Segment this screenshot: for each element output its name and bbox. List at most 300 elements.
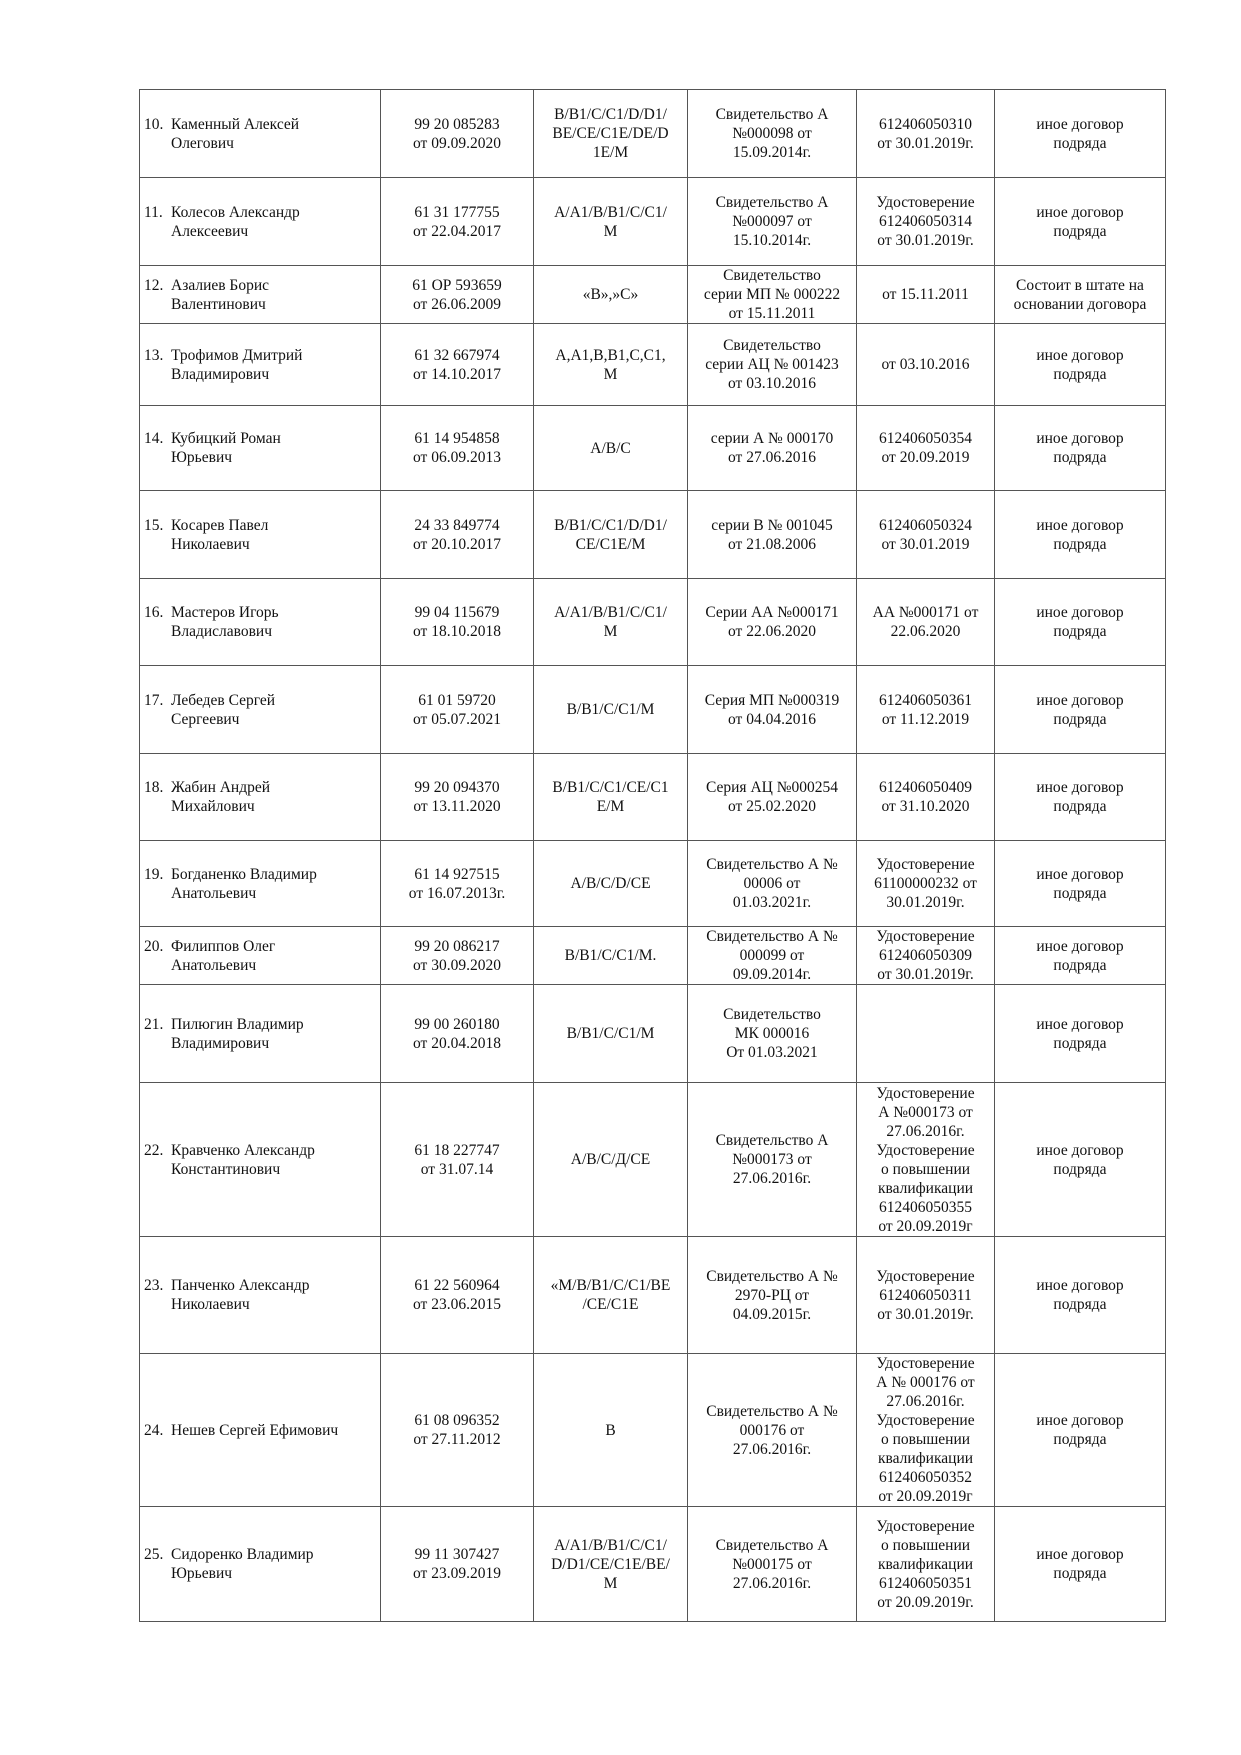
cell-line: Удостоверение [876,1141,975,1159]
qualification-document-cell [857,985,995,1083]
cell-line: иное договор [1036,937,1124,955]
cell-line: подряда [1053,1160,1107,1178]
cell-line: 612406050352 [879,1469,972,1486]
cell-line: иное договор [1036,779,1124,796]
cell-line: 04.09.2015г. [732,1305,812,1323]
cell-line: А № 000176 от [876,1374,975,1391]
qualification-document-cell [857,754,995,841]
cell-line: от 20.10.2017 [413,535,501,553]
passport-cell [381,1507,534,1622]
certificate-cell [688,754,857,841]
cell-line: основании договора [1013,295,1147,313]
row-number: 14. [144,430,164,447]
cell-line: от 22.06.2020 [728,623,816,640]
license-categories-cell [534,491,688,579]
cell-line: Колесов Александр [171,203,300,221]
cell-line: Свидетельство А [715,194,829,211]
employment-basis-cell [995,666,1166,754]
driver-full-name [171,516,376,554]
license-categories-cell [534,266,688,324]
cell-line: от 20.09.2019г [878,1217,973,1235]
cell-line: подряда [1053,449,1107,466]
cell-line: 612406050310 [879,115,972,133]
cell-line: от 27.11.2012 [413,1431,501,1448]
certificate-cell [688,266,857,324]
cell-line: иное договор [1036,1015,1124,1033]
cell-line: 61 ОР 593659 [412,276,502,294]
row-number: 11. [144,203,163,221]
cell-line: CE/C1E/M [575,535,646,553]
driver-name-cell [140,754,381,841]
cell-line: A/B/C [590,439,631,457]
cell-line: Свидетельство [723,267,821,284]
cell-line: от 20.09.2019г [878,1488,973,1505]
employment-basis-cell [995,927,1166,985]
driver-name-cell [140,1354,381,1507]
driver-full-name [171,603,376,641]
cell-line: иное договор [1036,1277,1124,1294]
cell-line: 61 14 927515 [414,865,500,883]
cell-line: B/B1/C/C1/D/D1/ [554,106,667,123]
cell-line: от 22.04.2017 [413,222,501,240]
cell-line: подряда [1053,956,1107,974]
license-categories-cell [534,1354,688,1507]
cell-line: 612406050351 [879,1574,972,1592]
passport-cell [381,1083,534,1237]
certificate-cell [688,1354,857,1507]
driver-name-cell [140,927,381,985]
table-row [140,754,1166,841]
cell-line: от 04.04.2016 [728,710,816,728]
qualification-document-cell [857,1354,995,1507]
passport-cell [381,841,534,927]
cell-line: подряда [1053,535,1107,553]
cell-line: иное договор [1036,865,1124,883]
cell-line: иное договор [1036,115,1124,133]
cell-line: Удостоверение [876,1084,975,1102]
cell-line: 27.06.2016г. [732,1170,812,1187]
cell-line: серии АЦ № 001423 [705,356,839,373]
qualification-document-cell [857,266,995,324]
passport-cell [381,985,534,1083]
cell-line: Свидетельство А [715,106,829,123]
cell-line: Константинович [171,1160,281,1178]
qualification-document-cell [857,927,995,985]
employment-basis-cell [995,841,1166,927]
cell-line: 61 31 177755 [414,203,500,221]
certificate-cell [688,1237,857,1354]
cell-line: Валентинович [171,295,266,313]
passport-cell [381,90,534,178]
cell-line: квалификации [877,1555,974,1573]
cell-line: 00006 от [743,875,801,892]
employment-basis-cell [995,754,1166,841]
passport-cell [381,579,534,666]
cell-line: Серии АА №000171 [705,604,839,621]
cell-line: от 03.10.2016 [881,356,970,373]
driver-full-name [171,1421,376,1440]
table-row [140,491,1166,579]
cell-line: 61 01 59720 [418,691,496,709]
cell-line: серии А № 000170 [710,430,834,447]
cell-line: иное договор [1036,1546,1124,1563]
cell-line: 000099 от [739,947,805,964]
cell-line: подряда [1053,623,1107,640]
cell-line: Владимирович [171,1034,270,1052]
cell-line: 09.09.2014г. [732,966,812,983]
certificate-cell [688,666,857,754]
cell-line: 612406050324 [879,516,972,534]
cell-line: 27.06.2016г. [886,1393,965,1410]
cell-line: подряда [1053,1431,1107,1448]
cell-line: Николаевич [171,535,250,553]
cell-line: АА №000171 от [872,604,979,621]
cell-line: 27.06.2016г. [886,1122,965,1140]
license-categories-cell [534,666,688,754]
certificate-cell [688,927,857,985]
cell-line: 01.03.2021г. [732,894,812,911]
cell-line: Свидетельство А [715,1132,829,1149]
cell-line: иное договор [1036,430,1124,447]
cell-line: Михайлович [171,798,255,815]
driver-name-cell [140,985,381,1083]
passport-cell [381,1354,534,1507]
cell-line: от 20.09.2019 [881,449,970,466]
cell-line: M [603,1574,618,1592]
row-number: 19. [144,865,164,883]
certificate-cell [688,406,857,491]
cell-line: B/B1/C/C1/M. [564,947,657,964]
driver-name-cell [140,841,381,927]
certificate-cell [688,1507,857,1622]
cell-line: Свидетельство А № [706,1402,838,1420]
driver-full-name [171,1015,376,1053]
license-categories-cell [534,324,688,406]
cell-line: B/B1/C/C1/CE/C1 [552,779,669,796]
qualification-document-cell [857,324,995,406]
employment-basis-cell [995,1354,1166,1507]
cell-line: Богданенко Владимир [171,865,317,883]
cell-line: Владимирович [171,365,270,383]
row-number: 23. [144,1277,164,1294]
certificate-cell [688,324,857,406]
cell-line: Алексеевич [171,222,249,240]
cell-line: A/B/C/D/CE [570,875,651,892]
cell-line: Серия МП №000319 [704,691,840,709]
cell-line: D/D1/CE/C1E/BE/ [551,1555,670,1573]
cell-line: Олегович [171,134,234,152]
table-row [140,985,1166,1083]
cell-line: Сидоренко Владимир [171,1546,314,1563]
cell-line: Анатольевич [171,956,257,974]
license-categories-cell [534,927,688,985]
cell-line: подряда [1053,222,1107,240]
cell-line: Удостоверение [876,1355,975,1372]
cell-line: 2970-РЦ от [734,1286,810,1304]
cell-line: от 09.09.2020 [413,134,501,152]
cell-line: от 18.10.2018 [413,623,501,640]
certificate-cell [688,90,857,178]
cell-line: 612406050311 [879,1286,972,1304]
table-row [140,1083,1166,1237]
driver-full-name [171,276,376,314]
qualification-document-cell [857,178,995,266]
cell-line: B/B1/C/C1/M [566,1025,655,1042]
cell-line: Кравченко Александр [171,1141,315,1159]
qualification-document-cell [857,406,995,491]
cell-line: иное договор [1036,346,1124,364]
cell-line: 27.06.2016г. [732,1440,812,1458]
row-number: 12. [144,276,164,294]
cell-line: 99 20 086217 [414,937,500,955]
cell-line: подряда [1053,798,1107,815]
cell-line: от 30.01.2019г. [877,966,974,983]
cell-line: от 11.12.2019 [881,710,970,728]
cell-line: от 21.08.2006 [728,535,816,553]
table-row [140,406,1166,491]
employment-basis-cell [995,324,1166,406]
table-row [140,90,1166,178]
cell-line: E/M [596,798,625,815]
cell-line: Панченко Александр [171,1277,310,1294]
cell-line: о повышении [880,1160,971,1178]
cell-line: от 20.04.2018 [413,1034,501,1052]
cell-line: Трофимов Дмитрий [171,346,303,364]
cell-line: 612406050361 [879,691,972,709]
cell-line: Сергеевич [171,710,240,728]
cell-line: от 30.01.2019г. [877,134,974,152]
certificate-cell [688,985,857,1083]
table-row [140,178,1166,266]
cell-line: от 16.07.2013г. [408,884,506,902]
cell-line: 27.06.2016г. [732,1574,812,1592]
cell-line: от 06.09.2013 [413,449,501,466]
cell-line: от 30.01.2019г. [877,1305,974,1323]
employment-basis-cell [995,406,1166,491]
cell-line: №000173 от [732,1151,812,1168]
cell-line: от 31.07.14 [420,1160,494,1178]
cell-line: /CE/C1E [582,1296,639,1313]
cell-line: иное договор [1036,1412,1124,1429]
employment-basis-cell [995,178,1166,266]
cell-line: Свидетельство А [715,1536,829,1554]
passport-cell [381,754,534,841]
cell-line: 61 08 096352 [414,1412,500,1429]
cell-line: Мастеров Игорь [171,604,279,621]
cell-line: иное договор [1036,604,1124,621]
cell-line: 1E/M [592,144,629,161]
qualification-document-cell [857,1237,995,1354]
cell-line: Свидетельство А № [706,928,838,945]
cell-line: от 15.11.2011 [728,305,816,322]
driver-name-cell [140,1083,381,1237]
row-number: 22. [144,1141,164,1159]
row-number: 10. [144,115,164,133]
cell-line: A/A1/B/B1/C/C1/ [554,203,667,221]
table-row [140,1354,1166,1507]
cell-line: 99 00 260180 [414,1015,500,1033]
driver-name-cell [140,579,381,666]
cell-line: иное договор [1036,516,1124,534]
employment-basis-cell [995,90,1166,178]
cell-line: Юрьевич [171,449,233,466]
table-row [140,1507,1166,1622]
cell-line: о повышении [880,1536,971,1554]
cell-line: Владиславович [171,623,272,640]
cell-line: B [605,1421,616,1439]
cell-line: подряда [1053,710,1107,728]
driver-full-name [171,1276,376,1314]
row-number: 21. [144,1015,164,1033]
cell-line: 30.01.2019г. [886,894,965,911]
cell-line: Азалиев Борис [171,276,270,294]
row-number: 13. [144,346,164,364]
cell-line: серии В № 001045 [711,516,833,534]
cell-line: 99 04 115679 [414,604,500,621]
cell-line: Лебедев Сергей [171,691,276,709]
cell-line: 612406050355 [879,1198,972,1216]
drivers-table [139,89,1166,1622]
qualification-document-cell [857,491,995,579]
cell-line: BE/CE/C1E/DE/D [552,125,669,142]
passport-cell [381,178,534,266]
table-row [140,266,1166,324]
passport-cell [381,666,534,754]
cell-line: 612406050314 [879,213,972,230]
qualification-document-cell [857,841,995,927]
cell-line: подряда [1053,365,1107,383]
cell-line: подряда [1053,134,1107,152]
cell-line: Свидетельство [723,337,821,354]
cell-line: подряда [1053,1296,1107,1313]
row-number: 24. [144,1421,164,1439]
certificate-cell [688,1083,857,1237]
cell-line: от 30.01.2019г. [877,232,974,249]
passport-cell [381,927,534,985]
cell-line: Удостоверение [876,856,975,873]
cell-line: от 30.01.2019 [881,535,970,553]
license-categories-cell [534,754,688,841]
cell-line: от 27.06.2016 [728,449,816,466]
cell-line: «M/B/B1/C/C1/BE [550,1277,671,1294]
passport-cell [381,1237,534,1354]
cell-line: от 13.11.2020 [413,798,501,815]
cell-line: Серия АЦ №000254 [705,779,838,796]
cell-line: Удостоверение [876,928,975,945]
driver-name-cell [140,666,381,754]
cell-line: М [603,365,618,383]
cell-line: A/A1/B/B1/C/C1/ [554,604,667,621]
cell-line: серии МП № 000222 [703,286,841,303]
cell-line: 612406050354 [879,430,972,447]
cell-line: о повышении [880,1431,971,1448]
cell-line: A/A1/B/B1/C/C1/ [554,1536,667,1554]
certificate-cell [688,579,857,666]
cell-line: №000098 от [732,125,812,142]
cell-line: подряда [1053,884,1107,902]
passport-cell [381,491,534,579]
driver-full-name [171,937,376,975]
license-categories-cell [534,1237,688,1354]
passport-cell [381,266,534,324]
driver-name-cell [140,1237,381,1354]
cell-line: иное договор [1036,1141,1124,1159]
cell-line: от 23.06.2015 [413,1296,501,1313]
driver-full-name [171,115,376,153]
cell-line: Удостоверение [876,1267,975,1285]
passport-cell [381,406,534,491]
row-number: 18. [144,779,164,796]
cell-line: от 25.02.2020 [728,798,816,815]
cell-line: 15.10.2014г. [732,232,812,249]
qualification-document-cell [857,1507,995,1622]
cell-line: 61 22 560964 [414,1277,500,1294]
row-number: 25. [144,1546,164,1563]
cell-line: От 01.03.2021 [726,1044,818,1061]
cell-line: иное договор [1036,203,1124,221]
cell-line: МК 000016 [734,1025,810,1042]
cell-line: Филиппов Олег [171,937,276,955]
cell-line: квалификации [877,1450,974,1467]
cell-line: 22.06.2020 [890,623,961,640]
driver-full-name [171,346,376,384]
table-row [140,579,1166,666]
cell-line: Кубицкий Роман [171,430,281,447]
cell-line: Удостоверение [876,1517,975,1535]
cell-line: M [603,623,618,640]
employment-basis-cell [995,491,1166,579]
cell-line: А,А1,В,В1,С,С1, [555,346,666,364]
employment-basis-cell [995,1083,1166,1237]
driver-full-name [171,429,376,467]
license-categories-cell [534,1083,688,1237]
qualification-document-cell [857,579,995,666]
cell-line: 61 14 954858 [414,430,500,447]
cell-line: 000176 от [739,1421,805,1439]
cell-line: Юрьевич [171,1565,233,1582]
cell-line: 61100000232 от [874,875,977,892]
driver-full-name [171,778,376,816]
cell-line: Николаевич [171,1296,250,1313]
cell-line: B/B1/C/C1/M [566,701,655,718]
cell-line: 24 33 849774 [414,516,500,534]
cell-line: №000097 от [732,213,812,230]
driver-name-cell [140,178,381,266]
cell-line: от 14.10.2017 [413,365,501,383]
cell-line: Состоит в штате на [1016,276,1144,294]
driver-name-cell [140,266,381,324]
license-categories-cell [534,985,688,1083]
license-categories-cell [534,406,688,491]
cell-line: от 26.06.2009 [413,295,501,313]
cell-line: №000175 от [732,1555,812,1573]
employment-basis-cell [995,1507,1166,1622]
qualification-document-cell [857,1083,995,1237]
cell-line: 61 18 227747 [414,1141,500,1159]
cell-line: квалификации [877,1179,974,1197]
cell-line: от 30.09.2020 [413,956,501,974]
table-row [140,1237,1166,1354]
driver-name-cell [140,491,381,579]
row-number: 16. [144,604,164,621]
certificate-cell [688,491,857,579]
driver-name-cell [140,90,381,178]
cell-line: B/B1/C/C1/D/D1/ [554,516,667,534]
driver-name-cell [140,406,381,491]
row-number: 17. [144,691,164,709]
cell-line: подряда [1053,1034,1107,1052]
license-categories-cell [534,841,688,927]
